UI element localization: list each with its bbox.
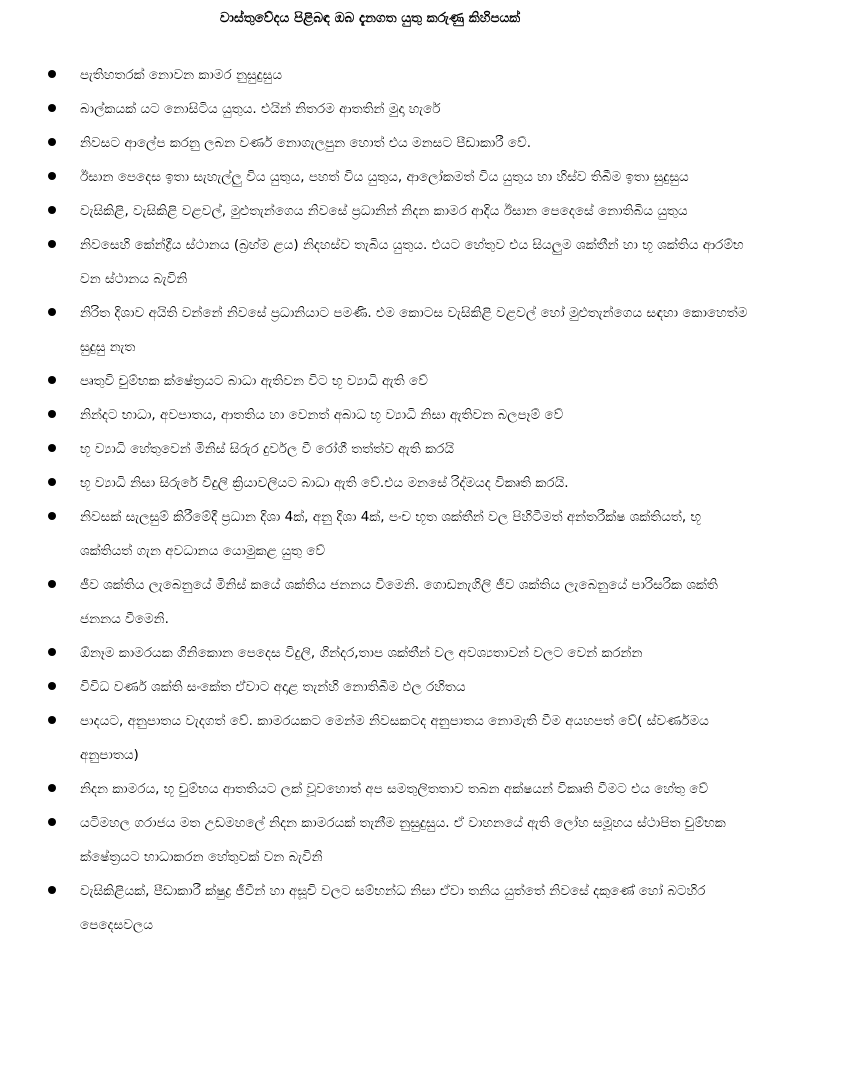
bullet-icon [48, 512, 56, 520]
list-item [0, 296, 850, 364]
list-item [0, 228, 850, 296]
bullet-list [0, 58, 850, 942]
list-item-text: නිවසට ආලේප කරනු ලබන වර්ණ නොගැලපුන හොත් එය මනසට පීඩාකාරී වේ. [80, 135, 531, 151]
list-item-text: විවිධ වර්ණ ශක්ති සංකේත ඒවාට අදාළ තැන්හි නොතිබීම ඵල රහිතය [80, 679, 466, 695]
list-item-text: භූ ව්‍යාධි හේතුවෙන් මිනිස් සිරුර දුර්වල වී රෝගී තත්ත්ව ඇති කරයි [80, 441, 454, 457]
bullet-icon [48, 410, 56, 418]
list-item [0, 58, 850, 92]
bullet-icon [48, 716, 56, 724]
list-item-text: පෘතුවි චුම්භක ක්ෂේත්‍රයට බාධා ඇතිවන විට භූ ව්‍යාධි ඇති වේ [80, 373, 428, 389]
list-item-text: යටිමහල ගරාජය මත උඩමහලේ නිදන කාමරයක් තැනීම නුසුදුසුය. ඒ වාහනයේ ඇති ලෝහ සමූහය ස්ථාපිත චුම්භක ක්ෂේත්‍රයට භාධාකරන හේතුවක් වන බැවිනි [80, 815, 726, 865]
bullet-icon [48, 886, 56, 894]
list-item [0, 398, 850, 432]
list-item [0, 160, 850, 194]
bullet-icon [48, 104, 56, 112]
bullet-icon [48, 70, 56, 78]
bullet-icon [48, 648, 56, 656]
list-item [0, 500, 850, 568]
list-item [0, 364, 850, 398]
list-item-text: නිවසක් සැලසුම් කිරීමේදී ප්‍රධාන දිශා 4ක්, අනු දිශා 4ක්, පංච භූත ශක්තීන් වල පිහිටීමත් අන්තරීක්ෂ ශක්තියත්, භූ ශක්තියත් ගැන අවධානය යොමුකළ යුතු වේ [80, 509, 702, 559]
bullet-icon [48, 240, 56, 248]
list-item [0, 432, 850, 466]
list-item-text: නින්දට භාධා, අවපාතය, ආතතිය හා වෙනත් අබාධ භූ ව්‍යාධි නිසා ඇතිවන බලපෑම් වේ [80, 407, 564, 423]
list-item-text: ඊසාන පෙදෙස ඉතා සැහැල්ලු විය යුතුය, පහත් විය යුතුය, ආලෝකමත් විය යුතුය හා හිස්ව තිබීම ඉතා සුදුසුය [80, 169, 689, 185]
list-item-text: වැසිකිළි, වැසිකිළි වළවල්, මුළුතැන්ගෙය නිවසේ ප්‍රධානින් නිදන කාමර ආදිය ඊසාන පෙදෙසේ නොතිබිය යුතුය [80, 203, 688, 219]
list-item [0, 806, 850, 874]
list-item-text: නිවසෙහි කේන්ද්‍රීය ස්ථානය (බ්‍රහ්ම ළය) නිදහස්ව තැබිය යුතුය. එයට හේතුව එය සියලුම ශක්තීන් හා භූ ශක්තිය ආරම්භ වන ස්ථානය බැවිනි [80, 237, 744, 287]
bullet-icon [48, 478, 56, 486]
list-item [0, 568, 850, 636]
bullet-icon [48, 308, 56, 316]
bullet-icon [48, 172, 56, 180]
bullet-icon [48, 784, 56, 792]
bullet-icon [48, 682, 56, 690]
list-item-text: නිදන කාමරය, භූ චුම්භය ආතතියට ලක් වූවහොත් අප සමතුලිතතාව තබන අක්ෂයන් විකෘති වීමට එය හේතු වේ [80, 781, 709, 797]
list-item [0, 194, 850, 228]
list-item-text: වැසිකිළියක්, පීඩාකාරී ක්ෂුද්‍ර ජීවීන් හා අසූචි වලට සම්භන්ධ නිසා ඒවා තනිය යුත්තේ නිවසේ දකුණේ හෝ බටහිර පෙදෙසවලය [80, 883, 706, 933]
document-title: වාස්තුවේදය පිළිබඳ ඔබ දැනගත යුතු කරුණු කිහිපයක් [219, 10, 521, 26]
list-item [0, 466, 850, 500]
list-item [0, 92, 850, 126]
list-item-text: ජීව ශක්තිය ලැබෙනුයේ මිනිස් කයේ ශක්තිය ජනනය වීමෙනි. ගොඩනැගිලි ජීව ශක්තිය ලැබෙනුයේ පාරිසරික ශක්ති ජනනය වීමෙනි. [80, 577, 718, 627]
list-item [0, 772, 850, 806]
list-item-text: භූ ව්‍යාධි නිසා සිරුරේ විදුලි ක්‍රියාවලියට බාධා ඇති වේ.එය මනසේ රිද්මයද විකෘති කරයි. [80, 475, 569, 491]
list-item-text: බාල්කයක් යට නොසිටිය යුතුය. එයින් නිතරම ආතතින් මුදා හැරේ [80, 101, 441, 117]
list-item [0, 636, 850, 670]
list-item-text: පාදයට, අනුපාතය වැදගත් වේ. කාමරයකට මෙන්ම නිවසකටද අනුපාතය නොමැති වීම අයහපත් වේ( ස්වර්ණමය අනුපාතය) [80, 713, 709, 763]
list-item [0, 704, 850, 772]
list-item-text: නිරිත දිශාව අයිති වන්නේ නිවසේ ප්‍රධානියාට පමණි. එම කොටස වැසිකිළි වළවල් හෝ මුළුතැන්ගෙය සඳහා කොහෙත්ම සුදුසු නැත [80, 305, 748, 355]
bullet-icon [48, 580, 56, 588]
list-item [0, 670, 850, 704]
list-item [0, 874, 850, 942]
list-item-text: පැතිහතරක් නොවන කාමර නුසුදුසුය [80, 67, 283, 83]
list-item [0, 126, 850, 160]
bullet-icon [48, 818, 56, 826]
bullet-icon [48, 206, 56, 214]
bullet-icon [48, 138, 56, 146]
bullet-icon [48, 376, 56, 384]
list-item-text: ඕනෑම කාමරයක ගිනිකොන පෙදෙස විදුලි, ගින්දර,තාප ශක්තීන් වල අවශ්‍යතාවන් වලට වෙන් කරන්න [80, 645, 643, 661]
bullet-icon [48, 444, 56, 452]
